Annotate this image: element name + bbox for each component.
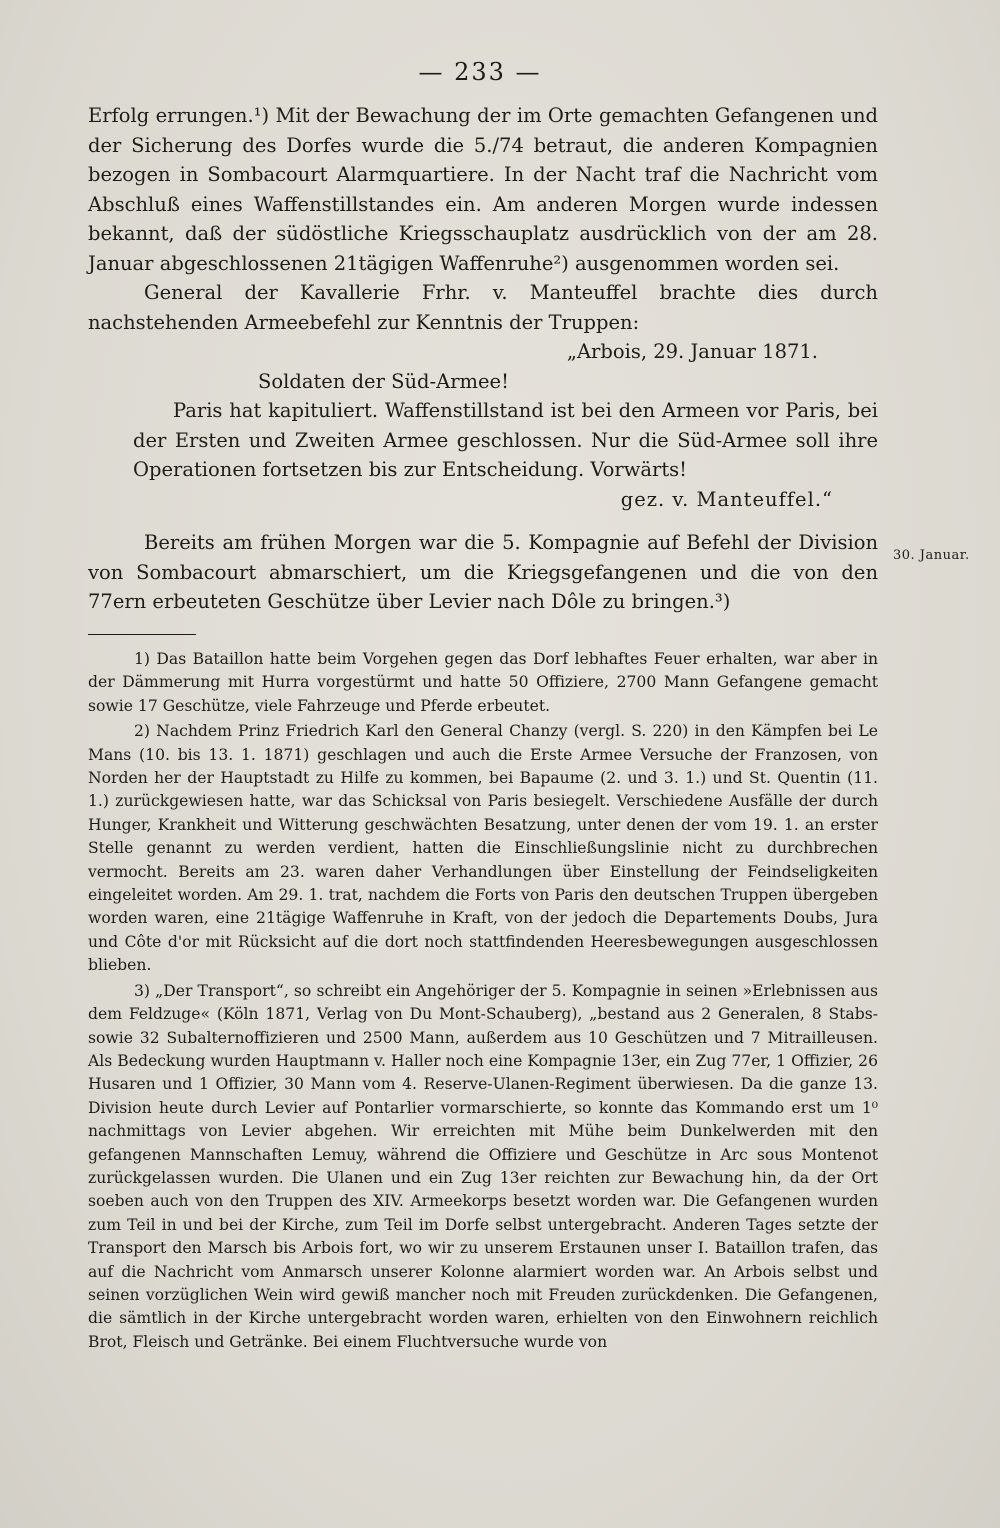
footnote-2: 2) Nachdem Prinz Friedrich Karl den General Chanzy (vergl. S. 220) in den Kämpfen bei Le Mans (10. bis 13. 1. 1871) geschlagen und auch die Erste Armee Versuche der Franzosen, von Norden her der Hauptstadt zu Hilfe zu kommen, bei Bapaume (2. und 3. 1.) und St. Quentin (11. 1.) zurückgewiesen hatte, war das Schicksal von Paris besiegelt. Verschiedene Ausfälle der durch Hunger, Krankheit und Witterung geschwächten Besatzung, unter denen der vom 19. 1. an erster Stelle genannt zu werden verdient, hatten die Einschließungslinie nicht zu durchbrechen vermocht. Bereits am 23. waren daher Verhandlungen über Einstellung der Feindseligkeiten eingeleitet worden. Am 29. 1. trat, nachdem die Forts von Paris den deutschen Truppen übergeben worden waren, eine 21tägige Waffenruhe in Kraft, von der jedoch die Departements Doubs, Jura und Côte d'or mit Rücksicht auf die dort noch stattfindenden Heeresbewegungen ausgeschlossen blieben. (88, 722, 878, 975)
main-text (88, 101, 878, 514)
paragraph-3: Bereits am frühen Morgen war die 5. Kompagnie auf Befehl der Division von Sombacourt abmarschiert, um die Kriegsgefangenen und die von den 77ern erbeuteten Geschütze über Levier nach Dôle zu bringen.³) (88, 531, 878, 613)
margin-date-note: 30. Januar. (893, 548, 970, 563)
order-signature: gez. v. Manteuffel.“ (620, 487, 833, 511)
order-heading: Soldaten der Süd-Armee! (258, 369, 509, 393)
paragraph-1: Erfolg errungen.¹) Mit der Bewachung der im Orte gemachten Gefangenen und der Sicherung des Dorfes wurde die 5./74 betraut, die anderen Kompagnien bezogen in Sombacourt Alarmquartiere. In der Nacht traf die Nachricht vom Abschluß eines Waffenstillstandes ein. Am anderen Morgen wurde indessen bekannt, daß der südöstliche Kriegsschauplatz ausdrücklich von der am 28. Januar abgeschlossenen 21tägigen Waffenruhe²) ausgenommen worden sei. (88, 104, 878, 275)
paragraph-2: General der Kavallerie Frhr. v. Manteuffel brachte dies durch nachstehenden Armeebefehl zur Kenntnis der Truppen: (88, 281, 878, 334)
order-date: „Arbois, 29. Januar 1871. (566, 340, 818, 363)
page-number: — 233 — (418, 58, 542, 86)
continuation-text (88, 528, 878, 617)
footnote-divider (88, 634, 196, 635)
footnote-1: 1) Das Bataillon hatte beim Vorgehen gegen das Dorf lebhaftes Feuer erhalten, war aber in der Dämmerung mit Hurra vorgestürmt und hatte 50 Offiziere, 2700 Mann Gefangene gemacht sowie 17 Geschütze, viele Fahrzeuge und Pferde erbeutet. (88, 650, 878, 715)
footnote-3: 3) „Der Transport“, so schreibt ein Angehöriger der 5. Kompagnie in seinen »Erlebnissen aus dem Feldzuge« (Köln 1871, Verlag von Du Mont-Schauberg), „bestand aus 2 Generalen, 8 Stabs- sowie 32 Subalternoffizieren und 2500 Mann, außerdem aus 10 Geschützen und 7 Mitrailleusen. Als Bedeckung wurden Hauptmann v. Haller noch eine Kompagnie 13er, ein Zug 77er, 1 Offizier, 26 Husaren und 1 Offizier, 30 Mann vom 4. Reserve-Ulanen-Regiment überwiesen. Da die ganze 13. Division heute durch Levier auf Pontarlier vormarschierte, so konnte das Kommando erst um 1⁰ nachmittags von Levier abgehen. Wir erreichten mit Mühe beim Dunkelwerden mit den gefangenen Mannschaften Lemuy, während die Offiziere und Geschütze in Arc sous Montenot zurückgelassen wurden. Die Ulanen und ein Zug 13er reichten zur Bewachung hin, da der Ort soeben auch von den Truppen des XIV. Armeekorps besetzt worden war. Die Gefangenen wurden zum Teil in und bei der Kirche, zum Teil im Dorfe selbst untergebracht. Anderen Tages setzte der Transport den Marsch bis Arbois fort, wo wir zu unserem Erstaunen unser I. Bataillon trafen, das auf die Nachricht vom Anmarsch unserer Kolonne alarmiert worden war. An Arbois selbst und seinen vorzüglichen Wein wird gewiß mancher noch mit Freuden zurückdenken. Die Gefangenen, die sämtlich in der Kirche untergebracht worden waren, erhielten von den Einwohnern reichlich Brot, Fleisch und Getränke. Bei einem Fluchtversuche wurde von (88, 981, 878, 1351)
order-text: Paris hat kapituliert. Waffenstillstand ist bei den Armeen vor Paris, bei der Ersten und Zweiten Armee geschlossen. Nur die Süd-Armee soll ihre Operationen fortsetzen bis zur Entscheidung. Vorwärts! (133, 399, 878, 481)
footnotes (88, 648, 878, 1356)
